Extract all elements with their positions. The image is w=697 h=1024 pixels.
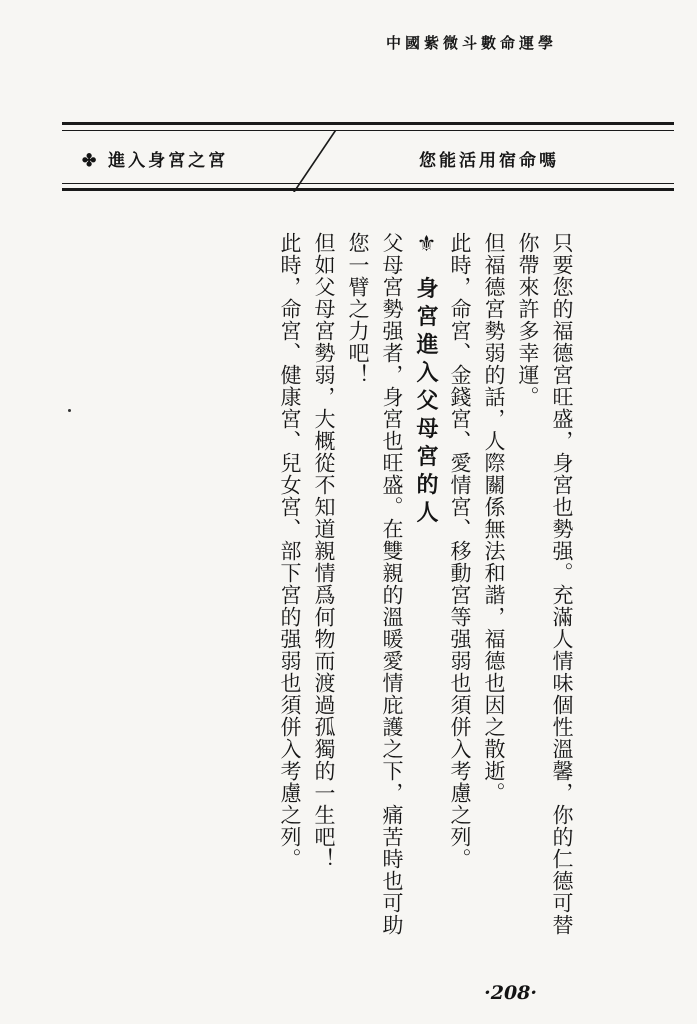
page-number: ·208· xyxy=(484,982,537,1004)
section-heading-text: 身宮進入父母宮的人 xyxy=(413,276,439,529)
paragraph-4: 父母宮勢强者，身宮也旺盛。在雙親的溫暖愛情庇護之下，痛苦時也可助您一臂之力吧！ xyxy=(346,232,404,936)
body-text xyxy=(273,232,579,952)
paragraph-6: 此時，命宮、健康宮、兒女宮、部下宮的强弱也須併入考慮之列。 xyxy=(278,232,302,870)
paragraph-3: 此時，命宮、金錢宮、愛情宮、移動宮等强弱也須併入考慮之列。 xyxy=(448,232,472,870)
banner-rule-top-thin xyxy=(62,130,674,131)
section-heading xyxy=(409,232,443,952)
flower-ornament-icon: ✤ xyxy=(82,151,100,171)
banner-right: 您能活用宿命嗎 xyxy=(419,151,559,171)
paragraph-1: 只要您的福德宮旺盛，身宮也勢强。充滿人情味個性溫馨，你的仁德可替你帶來許多幸運。 xyxy=(516,232,574,936)
running-header: 中國紫微斗數命運學 xyxy=(385,34,557,52)
banner-rule-bottom-thick xyxy=(62,188,674,191)
banner-rule-bottom-thin xyxy=(62,183,674,184)
paragraph-2: 但福德宮勢弱的話，人際關係無法和諧，福德也因之散逝。 xyxy=(482,232,506,804)
paragraph-5: 但如父母宮勢弱，大概從不知道親情爲何物而渡過孤獨的一生吧！ xyxy=(312,232,336,870)
fleur-ornament-icon: ⚜ xyxy=(414,232,439,263)
banner-left xyxy=(82,146,228,171)
section-chapter-label: 進入身宮之宮 xyxy=(108,151,229,171)
speck xyxy=(68,409,71,412)
banner-rule-top-thick xyxy=(62,122,674,125)
